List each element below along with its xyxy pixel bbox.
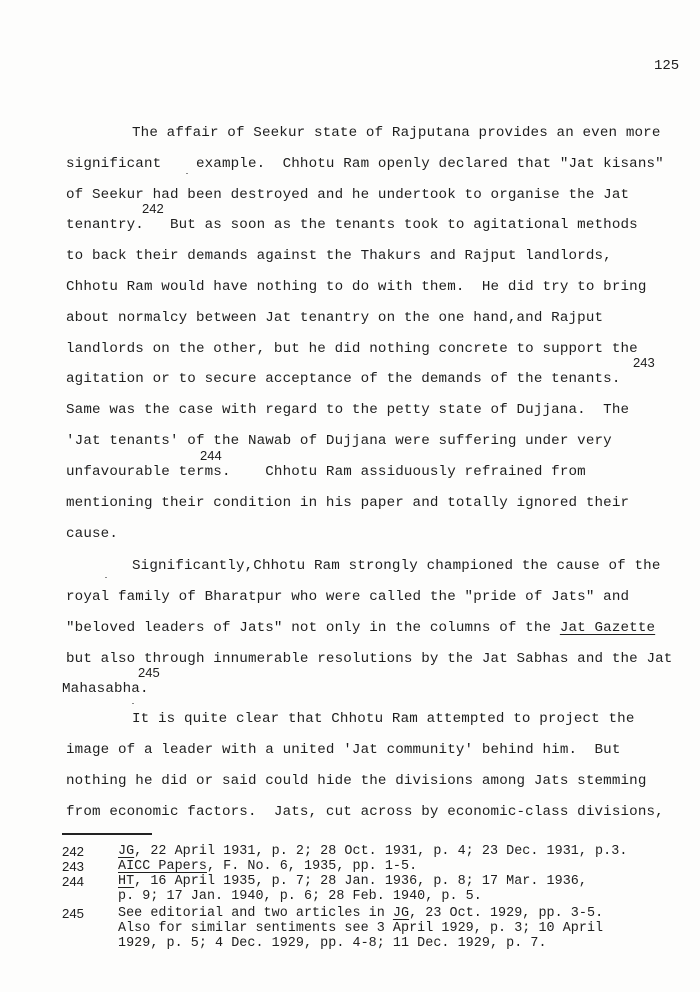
body-line: The affair of Seekur state of Rajputana provides an even more — [132, 125, 661, 141]
footnote-source: AICC Papers — [118, 859, 207, 874]
body-line: image of a leader with a united 'Jat community' behind him. But — [66, 742, 621, 758]
body-line: royal family of Bharatpur who were called the "pride of Jats" and — [66, 589, 630, 605]
footnote-marker-243: 243 — [633, 355, 655, 370]
body-line: landlords on the other, but he did nothing concrete to support the — [66, 341, 638, 357]
body-line: to back their demands against the Thakurs and Rajput landlords, — [66, 248, 612, 264]
footnote-line: , F. No. 6, 1935, pp. 1-5. — [206, 859, 418, 874]
body-line: mentioning their condition in his paper and totally ignored their — [66, 495, 630, 511]
footnote-number: 243 — [62, 859, 85, 874]
body-line — [66, 620, 655, 636]
footnote-text — [118, 874, 587, 889]
footnote-text — [118, 906, 603, 921]
footnote-marker-245: 245 — [138, 665, 160, 680]
body-line: Same was the case with regard to the petty state of Dujjana. The — [66, 402, 630, 418]
body-line: agitation or to secure acceptance of the demands of the tenants. — [66, 371, 621, 387]
scan-speck — [186, 173, 188, 174]
body-line: but also through innumerable resolutions by the Jat Sabhas and the Jat — [66, 651, 673, 667]
footnote-number: 245 — [62, 906, 85, 921]
footnote-line: p. 9; 17 Jan. 1940, p. 6; 28 Feb. 1940, p. 5. — [118, 889, 482, 904]
jat-gazette-title: Jat Gazette — [559, 620, 656, 636]
page-number: 125 — [654, 58, 680, 74]
footnote-line: , 16 April 1935, p. 7; 28 Jan. 1936, p. 8; 17 Mar. 1936, — [134, 874, 587, 889]
footnote-number: 242 — [62, 844, 85, 859]
footnote-line: , 23 Oct. 1929, pp. 3-5. — [409, 906, 604, 921]
body-line: of Seekur had been destroyed and he undertook to organise the Jat — [66, 187, 630, 203]
body-line-text: "beloved leaders of Jats" not only in the columns of the — [66, 620, 560, 636]
body-line: Significantly,Chhotu Ram strongly championed the cause of the — [132, 558, 661, 574]
footnote-separator — [62, 833, 152, 835]
body-line: 'Jat tenants' of the Nawab of Dujjana were suffering under very — [66, 433, 612, 449]
footnote-marker-244: 244 — [200, 448, 222, 463]
body-line: Mahasabha. — [62, 681, 149, 697]
footnote-number: 244 — [62, 874, 85, 889]
footnote-line: , 22 April 1931, p. 2; 28 Oct. 1931, p. 4; 23 Dec. 1931, p.3. — [134, 844, 628, 859]
body-line: tenantry. But as soon as the tenants took to agitational methods — [66, 217, 638, 233]
footnote-prefix: See editorial and two articles in — [118, 906, 393, 921]
footnote-source: JG — [118, 844, 135, 859]
footnote-source: HT — [118, 874, 135, 889]
footnote-text — [118, 844, 627, 859]
body-line: Chhotu Ram would have nothing to do with them. He did try to bring — [66, 279, 647, 295]
footnote-text — [118, 859, 417, 874]
scan-speck — [105, 577, 107, 578]
body-line: significant example. Chhotu Ram openly declared that "Jat kisans" — [66, 156, 664, 172]
body-line: It is quite clear that Chhotu Ram attempted to project the — [132, 711, 635, 727]
footnote-marker-242: 242 — [142, 201, 164, 216]
body-line: cause. — [66, 526, 118, 542]
body-line: about normalcy between Jat tenantry on the one hand,and Rajput — [66, 310, 604, 326]
body-line: from economic factors. Jats, cut across by economic-class divisions, — [66, 804, 664, 820]
footnote-line: 1929, p. 5; 4 Dec. 1929, pp. 4-8; 11 Dec. 1929, p. 7. — [118, 936, 547, 951]
body-line: unfavourable terms. Chhotu Ram assiduously refrained from — [66, 464, 586, 480]
footnote-source: JG — [392, 906, 410, 921]
body-line: nothing he did or said could hide the divisions among Jats stemming — [66, 773, 647, 789]
scan-speck — [132, 703, 134, 704]
footnote-line: Also for similar sentiments see 3 April 1929, p. 3; 10 April — [118, 921, 604, 936]
